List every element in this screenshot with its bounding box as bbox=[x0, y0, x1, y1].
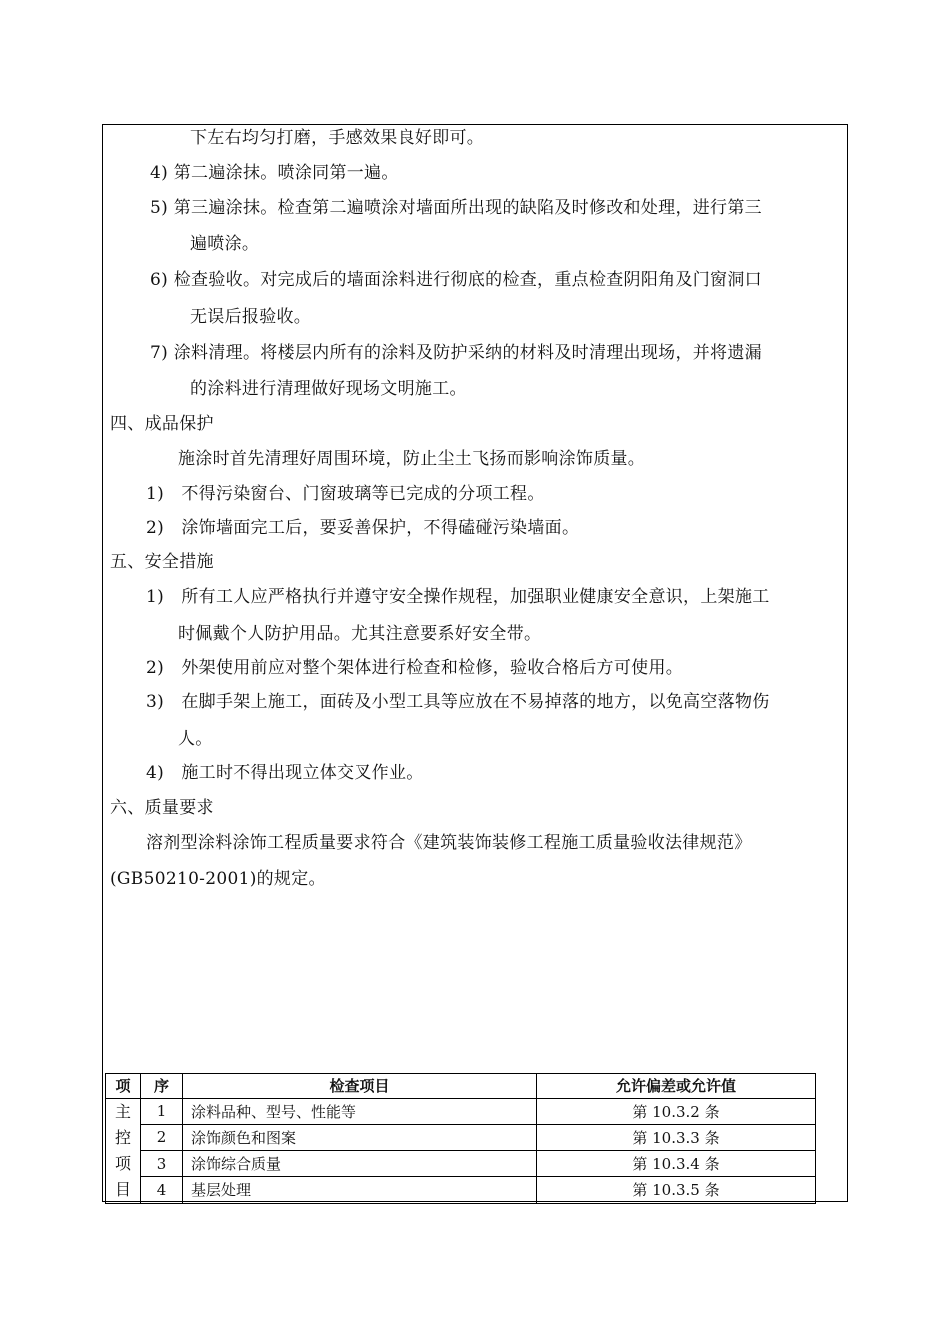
text-line: 无误后报验收。 bbox=[190, 307, 312, 327]
text-line: 6) 检查验收。对完成后的墙面涂料进行彻底的检查，重点检查阴阳角及门窗洞口 bbox=[150, 270, 762, 290]
text-line: 的涂料进行清理做好现场文明施工。 bbox=[190, 379, 467, 399]
section-heading: 五、安全措施 bbox=[110, 552, 214, 572]
text-line: 人。 bbox=[178, 729, 213, 749]
row-no: 4 bbox=[141, 1177, 183, 1203]
text-line: 2) 涂饰墙面完工后，要妥善保护，不得磕碰污染墙面。 bbox=[146, 518, 580, 538]
row-no: 2 bbox=[141, 1124, 183, 1150]
text-line: 3) 在脚手架上施工，面砖及小型工具等应放在不易掉落的地方，以免高空落物伤 bbox=[146, 692, 770, 712]
row-value: 第 10.3.3 条 bbox=[537, 1124, 816, 1150]
text-line: 4) 第二遍涂抹。喷涂同第一遍。 bbox=[150, 163, 399, 183]
row-item: 涂饰颜色和图案 bbox=[183, 1124, 537, 1150]
header-no: 序 bbox=[141, 1074, 183, 1099]
text-line: 遍喷涂。 bbox=[190, 234, 260, 254]
text-line: 时佩戴个人防护用品。尤其注意要系好安全带。 bbox=[178, 624, 542, 644]
table-row bbox=[106, 1098, 816, 1124]
text-line: 4) 施工时不得出现立体交叉作业。 bbox=[146, 763, 424, 783]
text-line: 1) 不得污染窗台、门窗玻璃等已完成的分项工程。 bbox=[146, 484, 545, 504]
quality-check-table bbox=[105, 1073, 816, 1204]
header-category: 项 bbox=[106, 1074, 141, 1099]
table-row bbox=[106, 1177, 816, 1203]
row-value: 第 10.3.4 条 bbox=[537, 1151, 816, 1177]
row-item: 涂饰综合质量 bbox=[183, 1151, 537, 1177]
row-no: 3 bbox=[141, 1151, 183, 1177]
text-line: 下左右均匀打磨，手感效果良好即可。 bbox=[190, 128, 485, 148]
header-item: 检查项目 bbox=[183, 1074, 537, 1099]
section-heading: 六、质量要求 bbox=[110, 798, 214, 818]
main-control-label: 主 控 项 目 bbox=[106, 1098, 141, 1203]
table-row bbox=[106, 1124, 816, 1150]
row-item: 涂料品种、型号、性能等 bbox=[183, 1098, 537, 1124]
text-line: (GB50210-2001)的规定。 bbox=[110, 869, 326, 889]
row-no: 1 bbox=[141, 1098, 183, 1124]
text-line: 施涂时首先清理好周围环境，防止尘土飞扬而影响涂饰质量。 bbox=[178, 449, 646, 469]
table-row bbox=[106, 1151, 816, 1177]
text-line: 7) 涂料清理。将楼层内所有的涂料及防护采纳的材料及时清理出现场，并将遗漏 bbox=[150, 343, 762, 363]
text-line: 2) 外架使用前应对整个架体进行检查和检修，验收合格后方可使用。 bbox=[146, 658, 684, 678]
header-tolerance: 允许偏差或允许值 bbox=[537, 1074, 816, 1099]
section-heading: 四、成品保护 bbox=[110, 414, 214, 434]
table-header-row bbox=[106, 1074, 816, 1099]
row-value: 第 10.3.5 条 bbox=[537, 1177, 816, 1203]
row-value: 第 10.3.2 条 bbox=[537, 1098, 816, 1124]
text-line: 1) 所有工人应严格执行并遵守安全操作规程，加强职业健康安全意识，上架施工 bbox=[146, 587, 770, 607]
text-line: 5) 第三遍涂抹。检查第二遍喷涂对墙面所出现的缺陷及时修改和处理，进行第三 bbox=[150, 198, 762, 218]
text-line: 溶剂型涂料涂饰工程质量要求符合《建筑装饰装修工程施工质量验收法律规范》 bbox=[146, 833, 752, 853]
row-item: 基层处理 bbox=[183, 1177, 537, 1203]
